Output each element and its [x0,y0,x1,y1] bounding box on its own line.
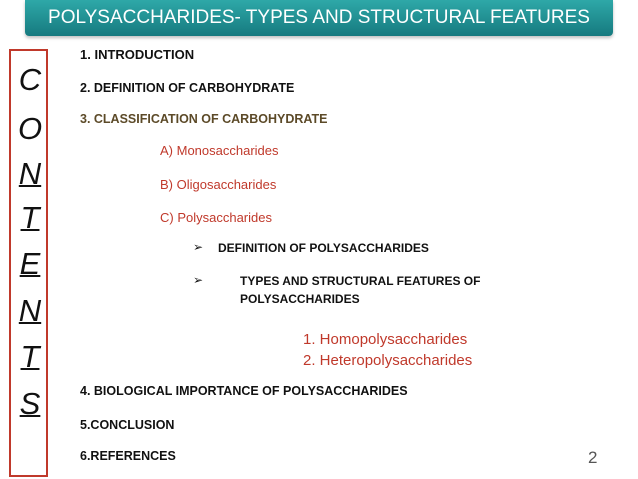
item-introduction: 1. INTRODUCTION [80,47,195,62]
page-number: 2 [588,448,598,467]
contents-letter-n: N [18,156,42,191]
bullet-arrow-icon: ➢ [193,273,204,287]
item-heteropolysaccharides: 2. Heteropolysaccharides [303,352,473,369]
item-biological-importance: 4. BIOLOGICAL IMPORTANCE OF POLYSACCHARIDES [80,384,408,398]
item-classification: 3. CLASSIFICATION OF CARBOHYDRATE [80,112,328,126]
item-monosaccharides: A) Monosaccharides [160,143,279,158]
contents-letter-t2: T [20,339,40,374]
item-definition-carbohydrate: 2. DEFINITION OF CARBOHYDRATE [80,81,295,95]
item-definition-polysaccharides: DEFINITION OF POLYSACCHARIDES [218,241,429,255]
item-oligosaccharides: B) Oligosaccharides [160,177,277,192]
item-types-structural-line1: TYPES AND STRUCTURAL FEATURES OF [240,274,481,288]
contents-letter-o: O [17,111,43,146]
contents-letter-e: E [19,246,41,281]
item-conclusion: 5.CONCLUSION [80,418,175,432]
contents-letter-n2: N [18,293,42,328]
contents-letter-c: C [18,62,42,97]
item-types-structural-line2: POLYSACCHARIDES [240,292,360,306]
contents-letter-s: S [19,386,41,421]
bullet-arrow-icon: ➢ [193,240,204,254]
slide-title: POLYSACCHARIDES- TYPES AND STRUCTURAL FEATURES [25,0,613,36]
item-homopolysaccharides: 1. Homopolysaccharides [303,331,468,348]
item-references: 6.REFERENCES [80,449,176,463]
item-polysaccharides: C) Polysaccharides [160,210,272,225]
contents-letter-t: T [20,200,40,235]
